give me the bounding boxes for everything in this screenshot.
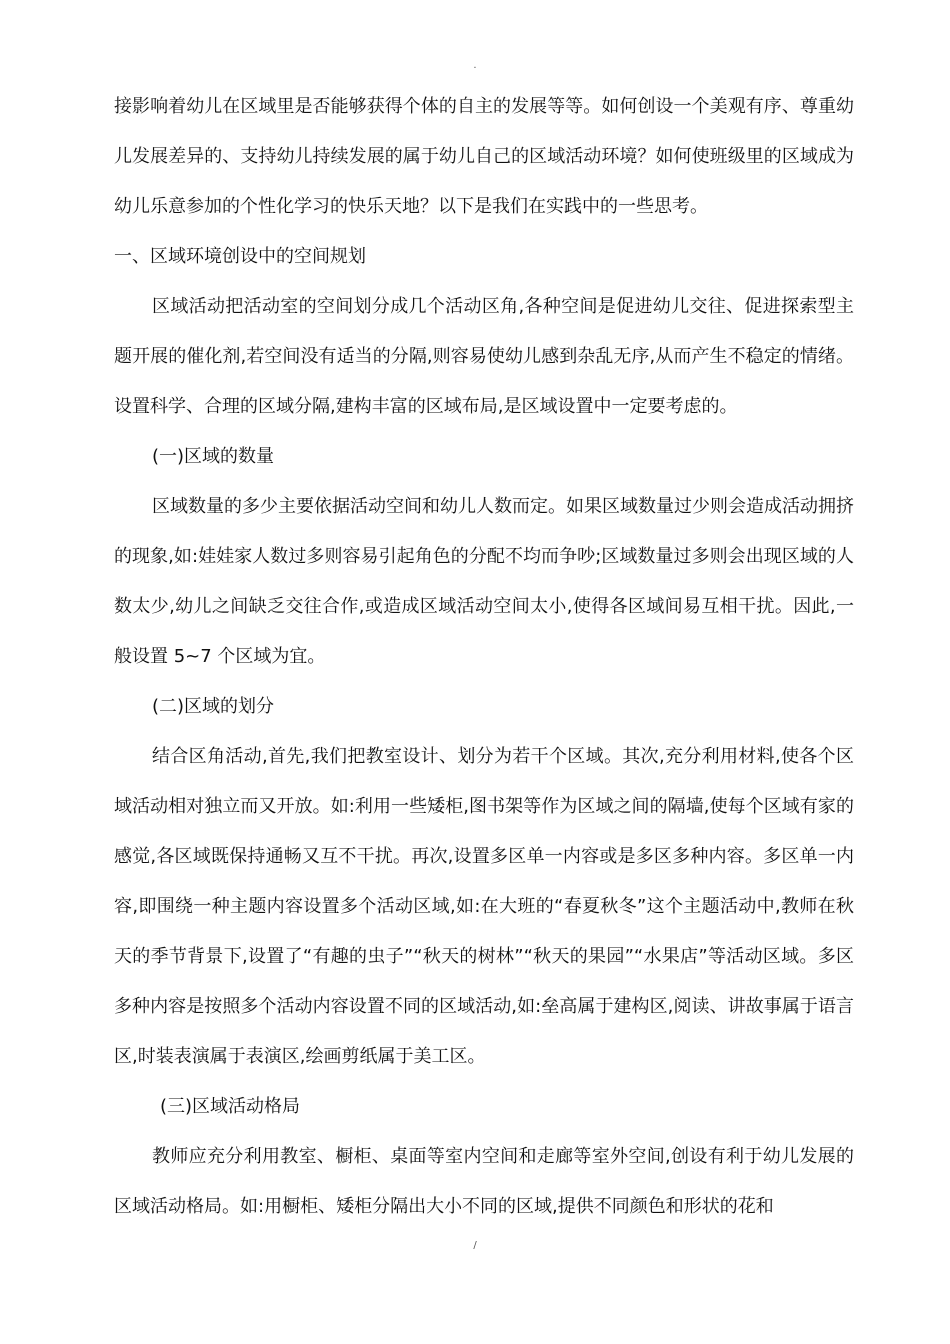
subheading-area-layout: (三)区域活动格局 — [160, 1096, 301, 1117]
section-heading-spatial-planning: 一、区域环境创设中的空间规划 — [114, 246, 366, 267]
document-body — [114, 82, 854, 1232]
paragraph-area-division: 结合区角活动,首先,我们把教室设计、划分为若干个区域。其次,充分利用材料,使各个区域活动相对独立而又开放。如:利用一些矮柜,图书架等作为区域之间的隔墙,使每个区域有家的感觉,各区域既保持通畅又互不干扰。再次,设置多区单一内容或是多区多种内容。多区单一内容,即围绕一种主题内容设置多个活动区域,如:在大班的“春夏秋冬”这个主题活动中,教师在秋天的季节背景下,设置了“有趣的虫子”“秋天的树林”“秋天的果园”“水果店”等活动区域。多区多种内容是按照多个活动内容设置不同的区域活动,如:垒高属于建构区,阅读、讲故事属于语言区,时装表演属于表演区,绘画剪纸属于美工区。 — [114, 746, 854, 1067]
paragraph-area-count: 区域数量的多少主要依据活动空间和幼儿人数而定。如果区域数量过少则会造成活动拥挤的现象,如:娃娃家人数过多则容易引起角色的分配不均而争吵;区域数量过多则会出现区域的人数太少,幼儿之间缺乏交往合作,或造成区域活动空间太小,使得各区域间易互相干扰。因此,一般设置 5~7 个区域为宜。 — [114, 496, 854, 667]
subheading-area-division: (二)区域的划分 — [152, 696, 275, 717]
paragraph-spatial-planning: 区域活动把活动室的空间划分成几个活动区角,各种空间是促进幼儿交往、促进探索型主题开展的催化剂,若空间没有适当的分隔,则容易使幼儿感到杂乱无序,从而产生不稳定的情绪。设置科学、合理的区域分隔,建构丰富的区域布局,是区域设置中一定要考虑的。 — [114, 296, 854, 417]
paragraph-area-layout: 教师应充分利用教室、橱柜、桌面等室内空间和走廊等室外空间,创设有利于幼儿发展的区域活动格局。如:用橱柜、矮柜分隔出大小不同的区域,提供不同颜色和形状的花和 — [114, 1146, 854, 1217]
paragraph-continuation: 接影响着幼儿在区域里是否能够获得个体的自主的发展等等。如何创设一个美观有序、尊重幼儿发展差异的、支持幼儿持续发展的属于幼儿自己的区域活动环境？如何使班级里的区域成为幼儿乐意参加的个性化学习的快乐天地？以下是我们在实践中的一些思考。 — [114, 96, 854, 217]
subheading-area-count: (一)区域的数量 — [152, 446, 275, 467]
page-header-mark: . — [473, 60, 477, 71]
page-footer-mark: / — [473, 1240, 477, 1251]
